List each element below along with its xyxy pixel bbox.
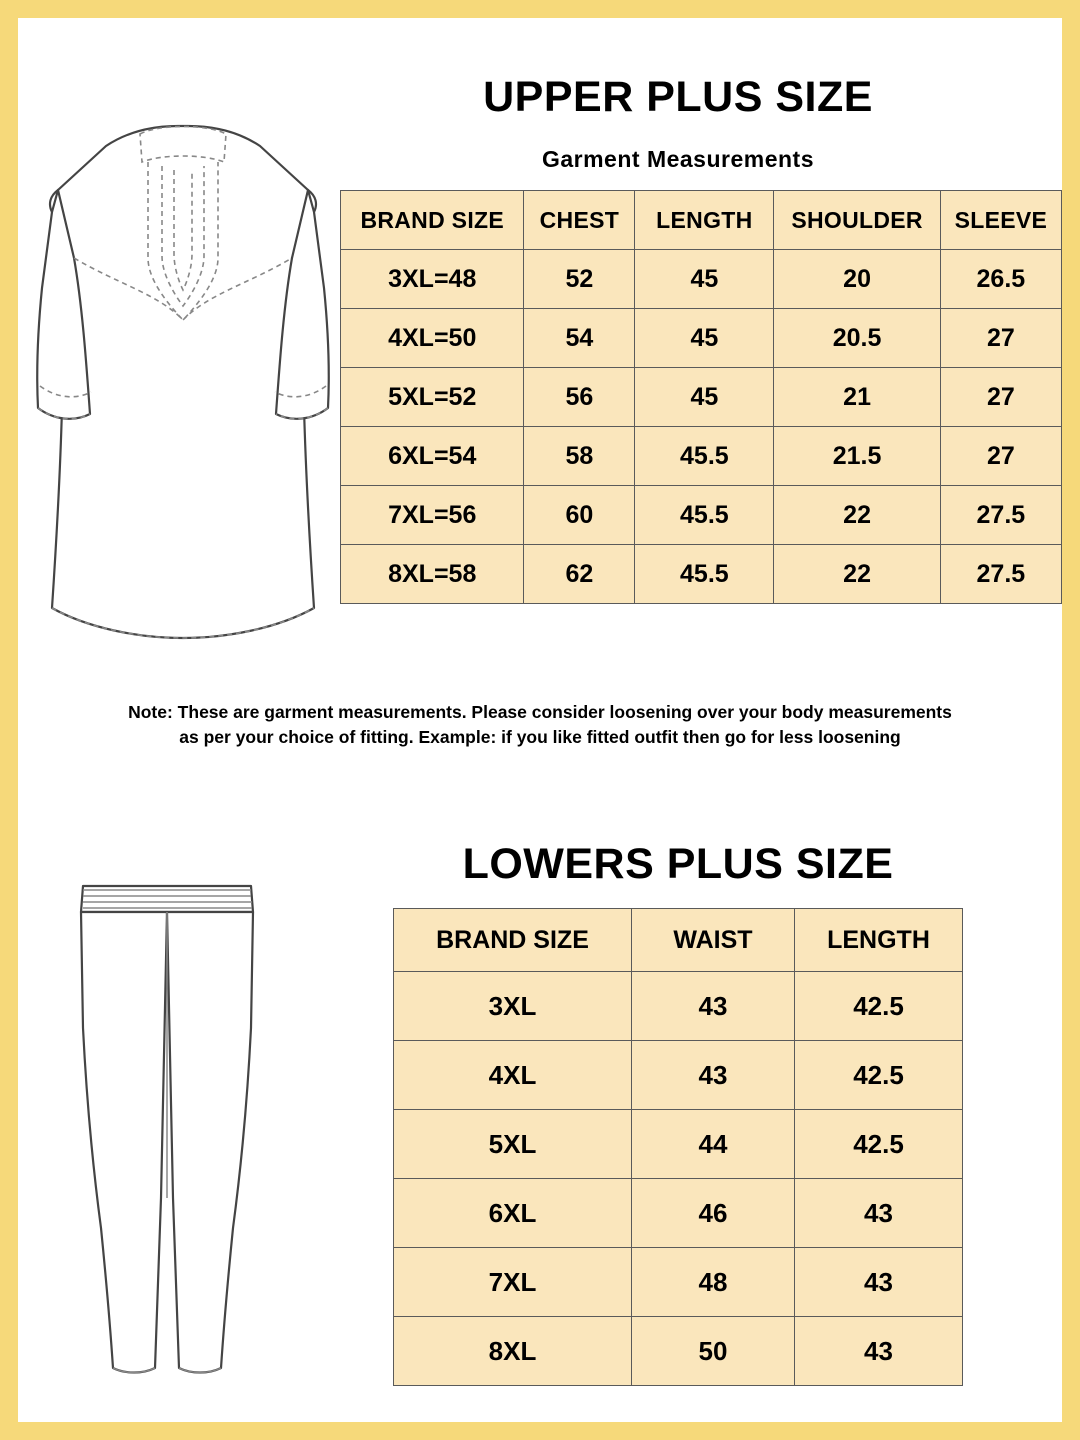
cell-waist: 43 [632,1041,795,1110]
header-brand-size: BRAND SIZE [341,191,524,250]
header-length: LENGTH [795,909,963,972]
header-length: LENGTH [635,191,774,250]
cell-length: 45 [635,309,774,368]
cell-brand-size: 4XL [394,1041,632,1110]
cell-sleeve: 27 [940,368,1061,427]
upper-plus-size-section [18,18,1062,763]
cell-brand-size: 6XL=54 [341,427,524,486]
header-chest: CHEST [524,191,635,250]
cell-chest: 56 [524,368,635,427]
header-waist: WAIST [632,909,795,972]
cell-waist: 46 [632,1179,795,1248]
lower-size-table [393,908,963,1386]
cell-brand-size: 3XL=48 [341,250,524,309]
note-line-2: as per your choice of fitting. Example: if you like fitted outfit then go for less loosening [179,727,901,748]
cell-length: 42.5 [795,1041,963,1110]
cell-sleeve: 27 [940,427,1061,486]
cell-length: 45.5 [635,427,774,486]
cell-length: 45 [635,250,774,309]
note-line-1: Note: These are garment measurements. Please consider loosening over your body measurements [128,702,952,722]
cell-shoulder: 21 [774,368,940,427]
table-row [394,1110,963,1179]
cell-chest: 60 [524,486,635,545]
kurta-illustration [28,108,338,668]
cell-length: 43 [795,1179,963,1248]
table-row [394,1248,963,1317]
cell-shoulder: 21.5 [774,427,940,486]
cell-waist: 43 [632,972,795,1041]
cell-waist: 48 [632,1248,795,1317]
cell-waist: 50 [632,1317,795,1386]
table-row [394,1317,963,1386]
cell-shoulder: 22 [774,545,940,604]
cell-brand-size: 4XL=50 [341,309,524,368]
table-row [394,1041,963,1110]
cell-chest: 54 [524,309,635,368]
table-row [341,309,1062,368]
cell-waist: 44 [632,1110,795,1179]
cell-chest: 52 [524,250,635,309]
size-chart-page [18,18,1062,1422]
cell-shoulder: 22 [774,486,940,545]
cell-chest: 58 [524,427,635,486]
cell-length: 42.5 [795,972,963,1041]
cell-sleeve: 26.5 [940,250,1061,309]
header-shoulder: SHOULDER [774,191,940,250]
cell-length: 45.5 [635,545,774,604]
measurement-note [78,700,1002,751]
pants-illustration [53,868,333,1398]
table-header-row [341,191,1062,250]
cell-shoulder: 20 [774,250,940,309]
cell-sleeve: 27.5 [940,545,1061,604]
upper-subtitle: Garment Measurements [541,146,815,172]
table-row [341,250,1062,309]
cell-brand-size: 3XL [394,972,632,1041]
cell-length: 43 [795,1317,963,1386]
cell-length: 45 [635,368,774,427]
cell-shoulder: 20.5 [774,309,940,368]
table-row [341,486,1062,545]
header-brand-size: BRAND SIZE [394,909,632,972]
cell-brand-size: 5XL [394,1110,632,1179]
cell-chest: 62 [524,545,635,604]
table-header-row [394,909,963,972]
cell-brand-size: 7XL [394,1248,632,1317]
header-sleeve: SLEEVE [940,191,1061,250]
cell-length: 43 [795,1248,963,1317]
table-row [341,368,1062,427]
upper-size-table [340,190,1062,604]
cell-sleeve: 27 [940,309,1061,368]
cell-length: 42.5 [795,1110,963,1179]
cell-brand-size: 6XL [394,1179,632,1248]
table-row [341,427,1062,486]
lower-title: LOWERS PLUS SIZE [462,840,894,888]
lowers-plus-size-section [18,818,1062,1418]
cell-brand-size: 8XL=58 [341,545,524,604]
upper-title: UPPER PLUS SIZE [483,73,873,121]
table-row [341,545,1062,604]
cell-length: 45.5 [635,486,774,545]
cell-brand-size: 8XL [394,1317,632,1386]
cell-brand-size: 5XL=52 [341,368,524,427]
cell-brand-size: 7XL=56 [341,486,524,545]
table-row [394,1179,963,1248]
table-row [394,972,963,1041]
cell-sleeve: 27.5 [940,486,1061,545]
